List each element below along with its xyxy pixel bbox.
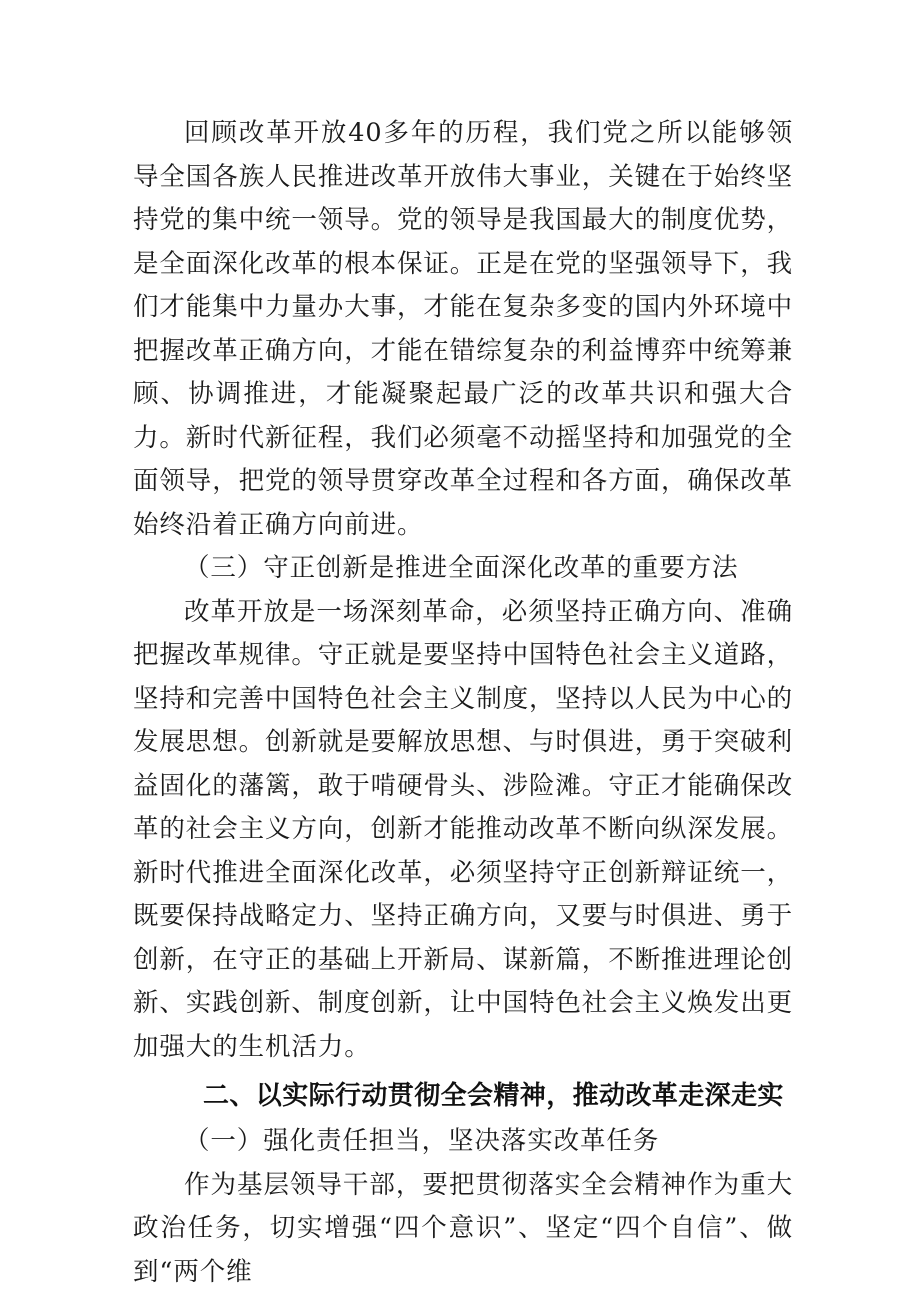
section-heading-practical-action: 二、以实际行动贯彻全会精神，推动改革走深走实 (203, 1081, 784, 1111)
subheading-upholding-innovation: （三）守正创新是推进全面深化改革的重要方法 (184, 553, 739, 583)
body-paragraph-responsibility: 作为基层领导干部，要把贯彻落实全会精神作为重大政治任务，切实增强“四个意识”、坚定“四个自信”、做到“两个维 (133, 1169, 793, 1287)
body-paragraph-upholding-innovation: 改革开放是一场深刻革命，必须坚持正确方向、准确把握改革规律。守正就是要坚持中国特色社会主义道路，坚持和完善中国特色社会主义制度，坚持以人民为中心的发展思想。创新就是要解放思想、与时俱进，勇于突破利益固化的藩篱，敢于啃硬骨头、涉险滩。守正才能确保改革的社会主义方向，创新才能推动改革不断向纵深发展。新时代推进全面深化改革，必须坚持守正创新辩证统一，既要保持战略定力、坚持正确方向，又要与时俱进、勇于创新，在守正的基础上开新局、谋新篇，不断推进理论创新、实践创新、制度创新，让中国特色社会主义焕发出更加强大的生机活力。 (133, 596, 794, 1062)
body-paragraph-party-leadership: 回顾改革开放40多年的历程，我们党之所以能够领导全国各族人民推进改革开放伟大事业，关键在于始终坚持党的集中统一领导。党的领导是我国最大的制度优势，是全面深化改革的根本保证。正是在党的坚强领导下，我们才能集中力量办大事，才能在复杂多变的国内外环境中把握改革正确方向，才能在错综复杂的利益博弈中统筹兼顾、协调推进，才能凝聚起最广泛的改革共识和强大合力。新时代新征程，我们必须毫不动摇坚持和加强党的全面领导，把党的领导贯穿改革全过程和各方面，确保改革始终沿着正确方向前进。 (133, 118, 794, 540)
document-page (133, 112, 793, 1294)
subheading-responsibility: （一）强化责任担当，坚决落实改革任务 (184, 1126, 660, 1156)
